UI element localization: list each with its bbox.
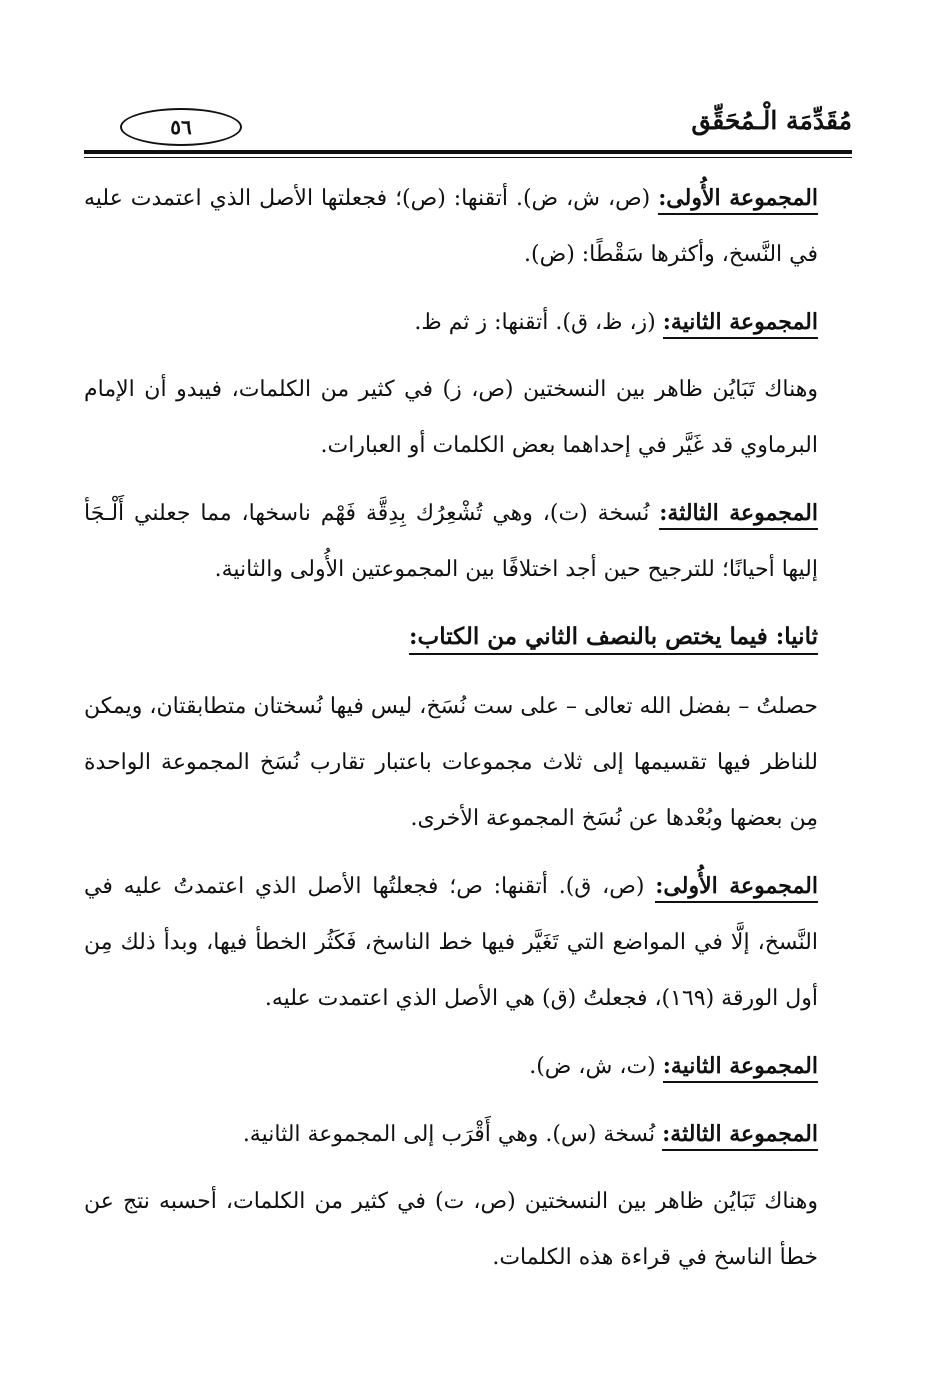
group-lead-label: المجموعة الثالثة: (662, 1121, 818, 1151)
running-title: مُقَدِّمَة الْـمُحَقِّق (691, 106, 852, 135)
paragraph-text: نُسخة (ت)، وهي تُشْعِرُك بِدِقَّة فَهْم ناسخها، مما جعلني أَلْـجَأ إليها أحيانًا؛ للترجيح حين أجد اختلافًا بين المجموعتين الأُولى والثانية. (84, 501, 818, 582)
page-body (84, 170, 818, 1297)
paragraph-text: وهناك تَبَايُن ظاهر بين النسختين (ص، ت) في كثير من الكلمات، أحسبه نتج عن خطأ الناسخ في قراءة هذه الكلمات. (84, 1189, 818, 1270)
paragraph-text: (ت، ش، ض). (529, 1054, 663, 1079)
page-header (84, 96, 852, 152)
paragraph-text: حصلتُ – بفضل الله تعالى – على ست نُسَخ، ليس فيها نُسختان متطابقتان، ويمكن للناظر فيها تقسيمها إلى ثلاث مجموعات باعتبار تقارب نُسَخ المجموعة الواحدة مِن بعضها وبُعْدها عن نُسَخ المجموعة الأخرى. (84, 694, 818, 831)
group-lead-label: المجموعة الأُولى: (658, 185, 818, 215)
paragraph-text: (ز، ظ، ق). أتقنها: ز ثم ظ. (414, 310, 663, 335)
paragraph-second-group-three (84, 1106, 818, 1163)
paragraph-manuscripts-intro (84, 679, 818, 847)
paragraph-second-group-one (84, 858, 818, 1027)
group-lead-label: المجموعة الأُولى: (655, 873, 818, 903)
paragraph-group-one (84, 170, 818, 283)
paragraph-variance-note (84, 362, 818, 474)
group-lead-label: المجموعة الثالثة: (659, 500, 818, 530)
paragraph-text: نُسخة (س). وهي أَقْرَب إلى المجموعة الثانية. (242, 1122, 663, 1147)
page-number-badge: ٥٦ (120, 108, 242, 146)
group-lead-label: المجموعة الثانية: (663, 309, 818, 339)
paragraph-text: وهناك تَبَايُن ظاهر بين النسختين (ص، ز) في كثير من الكلمات، فيبدو أن الإمام البرماوي قد غَيَّر في إحداهما بعض الكلمات أو العبارات. (84, 377, 818, 458)
paragraph-group-two (84, 294, 818, 351)
paragraph-text: (ص، ق). أتقنها: ص؛ فجعلتُها الأصل الذي اعتمدتُ عليه في النَّسخ، إلَّا في المواضع التي تَغَيَّر فيها خط الناسخ، فَكَثُر الخطأ فيها، وبدأ ذلك مِن أول الورقة (١٦٩)، فجعلتُ (ق) هي الأصل الذي اعتمدت عليه. (84, 874, 818, 1011)
paragraph-second-variance-note (84, 1174, 818, 1286)
paragraph-text: (ص، ش، ض). أتقنها: (ص)؛ فجعلتها الأصل الذي اعتمدت عليه في النَّسخ، وأكثرها سَقْطًا: (ض). (84, 186, 818, 267)
section-heading: ثانيا: فيما يختص بالنصف الثاني من الكتاب: (409, 623, 818, 655)
header-rule-thin (84, 157, 852, 158)
paragraph-group-three (84, 485, 818, 598)
paragraph-second-group-two (84, 1038, 818, 1095)
section-heading-row (84, 609, 818, 666)
header-rule-thick (84, 150, 852, 154)
group-lead-label: المجموعة الثانية: (663, 1053, 818, 1083)
